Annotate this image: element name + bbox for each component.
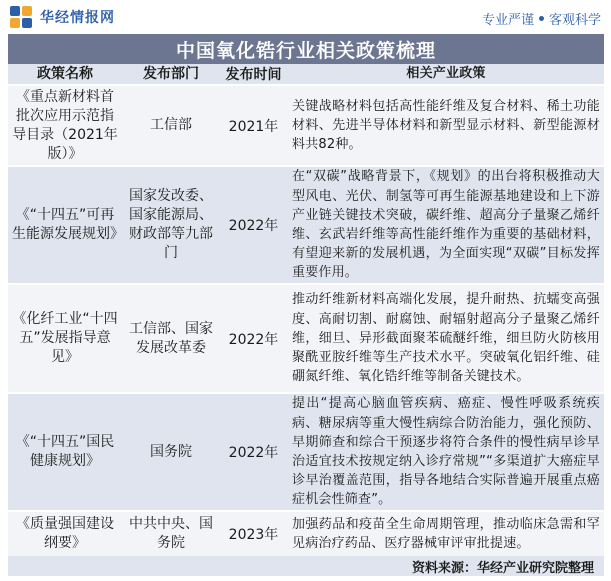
policy-year: 2021年 — [228, 118, 279, 135]
policy-year: 2022年 — [228, 445, 279, 461]
table-row — [8, 510, 604, 556]
policy-department: 国家发改委、国家能源局、财政部等九部门 — [129, 188, 213, 261]
policy-name: 《“十四五”可再生能源发展规划》 — [12, 207, 124, 242]
slogan-right: 客观科学 — [548, 13, 601, 28]
brand-name: 华经情报网 — [40, 10, 115, 26]
policy-year: 2023年 — [228, 527, 279, 543]
policy-content: 推动纤维新材料高端化发展，提升耐热、抗蠕变高强度、高耐切割、耐腐蚀、耐辐射超高分子量聚乙烯纤维，细旦、异形截面聚苯硫醚纤维，细旦防火防核用聚酰亚胺纤维等生产技术水平。突破氧化铝纤维、硅硼氮纤维、氧化锆纤维等制备关键技术。 — [292, 292, 600, 385]
column-header-year: 发布时间 — [225, 67, 282, 83]
top-bar — [0, 0, 611, 34]
table-header — [8, 64, 604, 84]
policy-department: 中共中央、国务院 — [129, 516, 213, 551]
policy-department: 工信部 — [150, 117, 192, 133]
policy-year: 2022年 — [228, 331, 279, 348]
policy-content: 加强药品和疫苗全生命周期管理，推动临床急需和罕见病治疗药品、医疗器械审评审批提速。 — [292, 516, 600, 551]
slogan — [482, 9, 601, 28]
source-note: 资料来源：华经产业研究院整理 — [8, 556, 604, 576]
policy-name: 《重点新材料首批次应用示范指导目录（2021年版）》 — [12, 88, 118, 162]
policy-department: 工信部、国家发展改革委 — [129, 320, 213, 356]
slogan-left: 专业严谨 — [481, 13, 534, 28]
page-title: 中国氧化锆行业相关政策梳理 — [8, 34, 604, 64]
table-row — [8, 165, 604, 283]
policy-name: 《“十四五”国民健康规划》 — [15, 434, 115, 469]
policy-year: 2022年 — [228, 218, 279, 234]
policy-content: 关键战略材料包括高性能纤维及复合材料、稀土功能材料、先进半导体材料和新型显示材料、新型能源材料共82种。 — [292, 98, 600, 153]
column-header-name: 政策名称 — [37, 65, 93, 82]
separator-dot-icon — [539, 16, 544, 21]
brand-logo-icon — [10, 6, 32, 28]
table-row — [8, 84, 604, 165]
brand — [0, 0, 115, 34]
policy-name: 《化纤工业“十四五”发展指导意见》 — [12, 311, 118, 365]
table-row — [8, 392, 604, 510]
policy-table — [8, 64, 604, 556]
column-header-content: 相关产业政策 — [406, 66, 486, 82]
policy-department: 国务院 — [150, 443, 192, 460]
policy-content: 在“双碳”战略背景下，《规划》的出台将积极推动大型风电、光伏、制氢等可再生能源基地建设和上下游产业链关键技术突破，碳纤维、超高分子量聚乙烯纤维、玄武岩纤维等高性能纤维作为重要的基础材料，有望迎来新的发展机遇，为全面实现“双碳”目标发挥重要作用。 — [292, 169, 600, 281]
policy-content: 提出“提高心脑血管疾病、癌症、慢性呼吸系统疾病、糖尿病等重大慢性病综合防治能力，强化预防、早期筛查和综合干预逐步将符合条件的慢性病早诊早治适宜技术按规定纳入诊疗常规”“多渠道扩大癌症早诊早治覆盖范围，指导各地结合实际普遍开展重点癌症机会性筛查”。 — [292, 396, 600, 508]
column-header-department: 发布部门 — [143, 65, 199, 82]
table-row — [8, 283, 604, 392]
policy-name: 《质量强国建设纲要》 — [16, 516, 114, 551]
